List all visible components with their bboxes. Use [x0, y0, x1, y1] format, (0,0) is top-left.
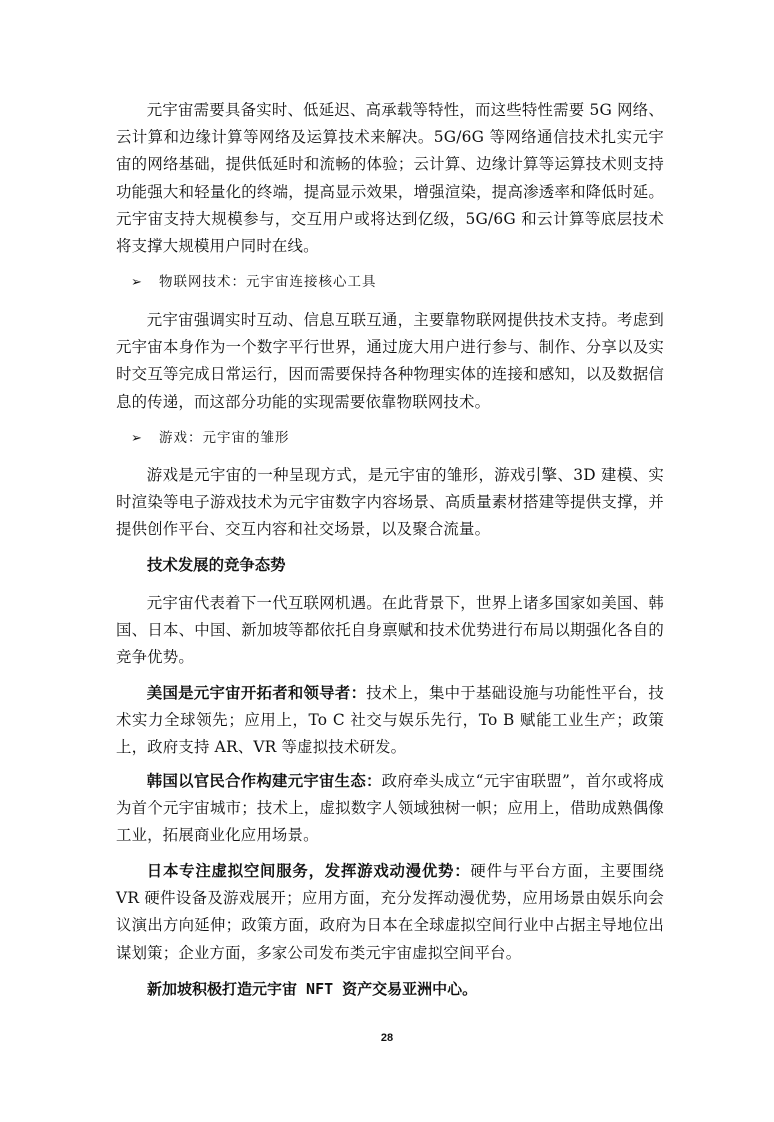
paragraph-games: 游戏是元宇宙的一种呈现方式，是元宇宙的雏形，游戏引擎、3D 建模、实时渲染等电子游戏技术为元宇宙数字内容场景、高质量素材搭建等提供支撑，并提供创作平台、交互内容和社交场景，以及聚合流量。 [116, 466, 664, 539]
arrow-bullet-icon: ➢ [131, 275, 143, 290]
paragraph-usa [116, 680, 664, 762]
bullet-games-text: 游戏：元宇宙的雏形 [159, 430, 290, 446]
paragraph-korea-lead: 韩国以官民合作构建元宇宙生态： [146, 772, 382, 790]
page-number: 28 [380, 1032, 394, 1044]
paragraph-japan [116, 858, 664, 967]
paragraph-usa-lead: 美国是元宇宙开拓者和领导者： [146, 684, 367, 702]
paragraph-korea-body: 政府牵头成立“元宇宙联盟”，首尔或将成为首个元宇宙城市；技术上，虚拟数字人领域独树一帜；应用上，借助成熟偶像工业，拓展商业化应用场景。 [116, 772, 664, 845]
paragraph-korea [116, 768, 664, 850]
section-heading: 技术发展的竞争态势 [147, 556, 286, 574]
bullet-iot [131, 271, 671, 294]
paragraph-network-computing: 元宇宙需要具备实时、低延迟、高承载等特性，而这些特性需要 5G 网络、云计算和边缘计算等网络及运算技术来解决。5G/6G 等网络通信技术扎实元宇宙的网络基础，提供低延时和流畅的体验；云计算、边缘计算等运算技术则支持功能强大和轻量化的终端，提高显示效果，增强渲染，提高渗透率和降低时延。元宇宙支持大规模参与，交互用户或将达到亿级，5G/6G 和云计算等底层技术将支撑大规模用户同时在线。 [116, 101, 664, 256]
paragraph-singapore: 新加坡积极打造元宇宙 NFT 资产交易亚洲中心。 [147, 980, 478, 998]
bullet-iot-text: 物联网技术：元宇宙连接核心工具 [159, 274, 377, 290]
paragraph-iot: 元宇宙强调实时互动、信息互联互通，主要靠物联网提供技术支持。考虑到元宇宙本身作为一个数字平行世界，通过庞大用户进行参与、制作、分享以及实时交互等完成日常运行，因而需要保持各种物理实体的连接和感知，以及数据信息的传递，而这部分功能的实现需要依靠物联网技术。 [116, 311, 664, 411]
paragraph-japan-lead: 日本专注虚拟空间服务，发挥游戏动漫优势： [146, 862, 471, 880]
paragraph-competition: 元宇宙代表着下一代互联网机遇。在此背景下，世界上诸多国家如美国、韩国、日本、中国、新加坡等都依托自身禀赋和技术优势进行布局以期强化各自的竞争优势。 [116, 594, 664, 667]
bullet-games [131, 427, 671, 450]
arrow-bullet-icon: ➢ [131, 431, 143, 446]
paragraph-usa-body: 技术上，集中于基础设施与功能性平台，技术实力全球领先；应用上，To C 社交与娱乐先行，To B 赋能工业生产；政策上，政府支持 AR、VR 等虚拟技术研发。 [116, 684, 664, 757]
paragraph-japan-body: 硬件与平台方面，主要围绕 VR 硬件设备及游戏展开；应用方面，充分发挥动漫优势，应用场景由娱乐向会议演出方向延伸；政策方面，政府为日本在全球虚拟空间行业中占据主导地位出谋划策；企业方面，多家公司发布类元宇宙虚拟空间平台。 [116, 862, 664, 962]
